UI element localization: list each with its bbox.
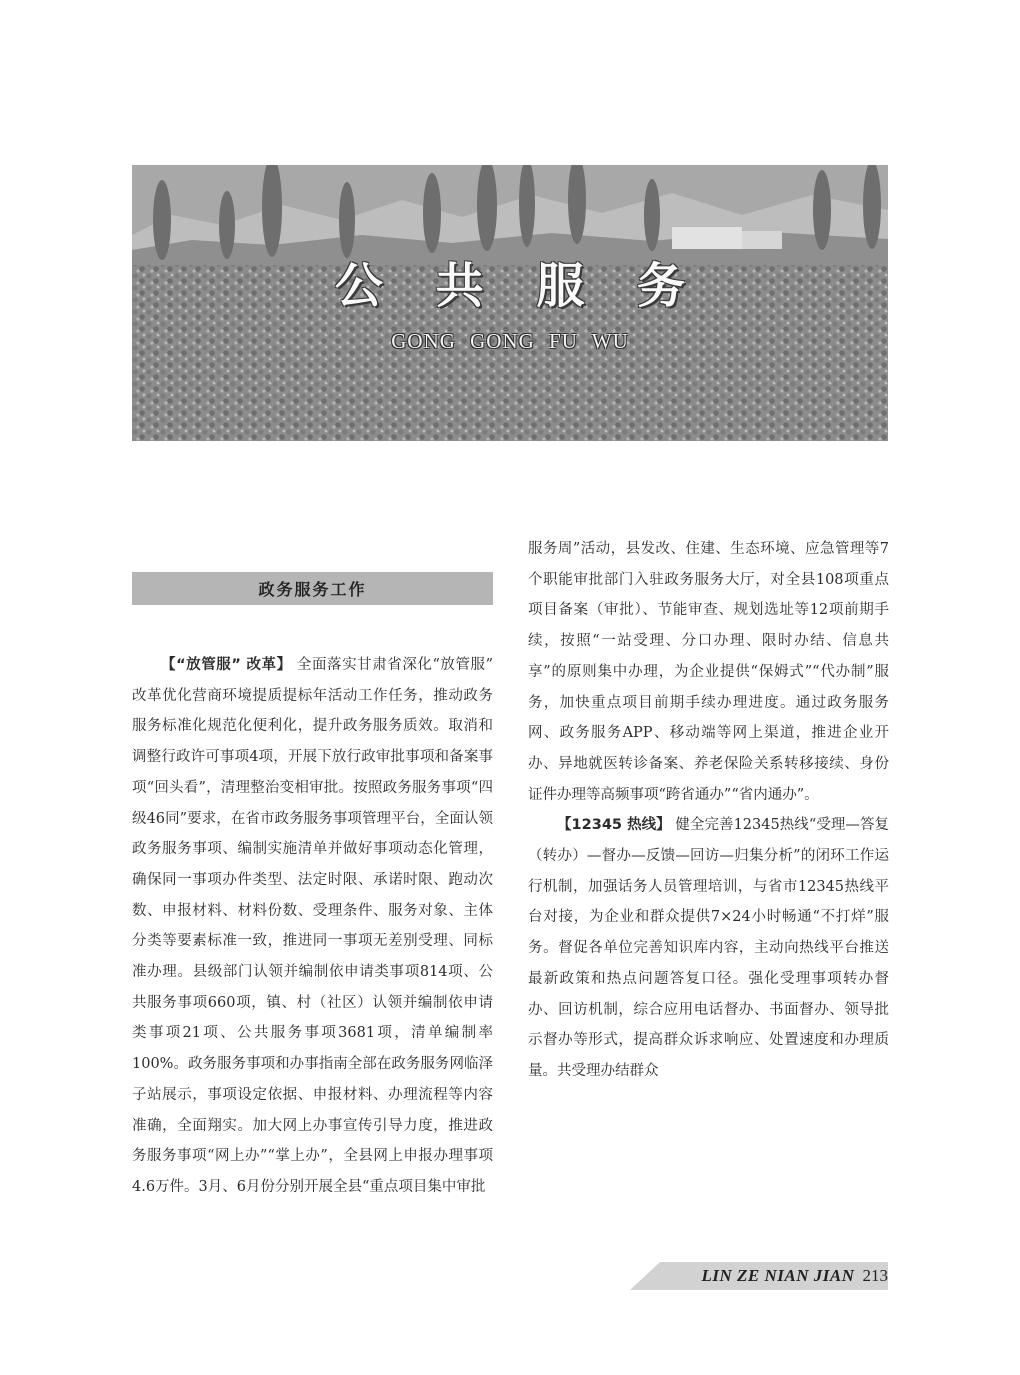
- article-body: 健全完善12345热线“受理—答复（转办）—督办—反馈—回访—归集分析”的闭环工作运行机制，加强话务人员管理培训，与省市12345热线平台对接，为企业和群众提供7×24小时畅通“不打烊”服务。督促各单位完善知识库内容，主动向热线平台推送最新政策和热点问题答复口径。强化受理事项转办督办、回访机制，综合应用电话督办、书面督办、领导批示督办等形式，提高群众诉求响应、处置速度和办理质量。共受理办结群众: [528, 817, 889, 1079]
- section-heading: 政务服务工作: [132, 572, 493, 605]
- article-heading: 【12345 热线】: [557, 817, 671, 834]
- article-body: 全面落实甘肃省深化“放管服” 改革优化营商环境提质提标年活动工作任务，推动政务服务标准化规范化便利化，提升政务服务质效。取消和调整行政许可事项4项，开展下放行政审批事项和备案事项“回头看”，清理整治变相审批。按照政务服务事项“四级46同”要求，在省市政务服务事项管理平台，全面认领政务服务事项、编制实施清单并做好事项动态化管理，确保同一事项办件类型、法定时限、承诺时限、跑动次数、申报材料、材料份数、受理条件、服务对象、主体分类等要素标准一致，推进同一事项无差别受理、同标准办理。县级部门认领并编制依申请类事项814项、公共服务事项660项，镇、村（社区）认领并编制依申请类事项21项、公共服务事项3681项，清单编制率100%。政务服务事项和办事指南全部在政务服务网临泽子站展示，事项设定依据、申报材料、办理流程等内容准确，全面翔实。加大网上办事宣传引导力度，推进政务服务事项“网上办”“掌上办”，全县网上申报办理事项4.6万件。3月、6月份分别开展全县“重点项目集中审批: [132, 657, 494, 1195]
- footer-publication-name: LIN ZE NIAN JIAN: [701, 1266, 855, 1285]
- running-footer: [702, 1263, 889, 1289]
- left-column: [132, 650, 493, 1203]
- banner-subtitle: GONG GONG FU WU: [391, 329, 629, 353]
- article-hotline: [528, 810, 889, 1086]
- banner-title: 公 共 服 务: [334, 258, 704, 314]
- article-fangguanfu-continued: 服务周”活动，县发改、住建、生态环境、应急管理等7个职能审批部门入驻政务服务大厅，对全县108项重点项目备案（审批）、节能审查、规划选址等12项前期手续，按照“一站受理、分口办理、限时办结、信息共享”的原则集中办理，为企业提供“保姆式”“代办制”服务，加快重点项目前期手续办理进度。通过政务服务网、政务服务APP、移动端等网上渠道，推进企业开办、异地就医转诊备案、养老保险关系转移接续、身份证件办理等高频事项“跨省通办”“省内通办”。: [528, 541, 889, 803]
- article-heading: 【“放管服” 改革】: [161, 657, 292, 673]
- right-column: [528, 534, 889, 1087]
- banner-photo: [132, 165, 888, 441]
- article-fangguanfu: [132, 650, 493, 1203]
- page-number: 213: [862, 1266, 888, 1285]
